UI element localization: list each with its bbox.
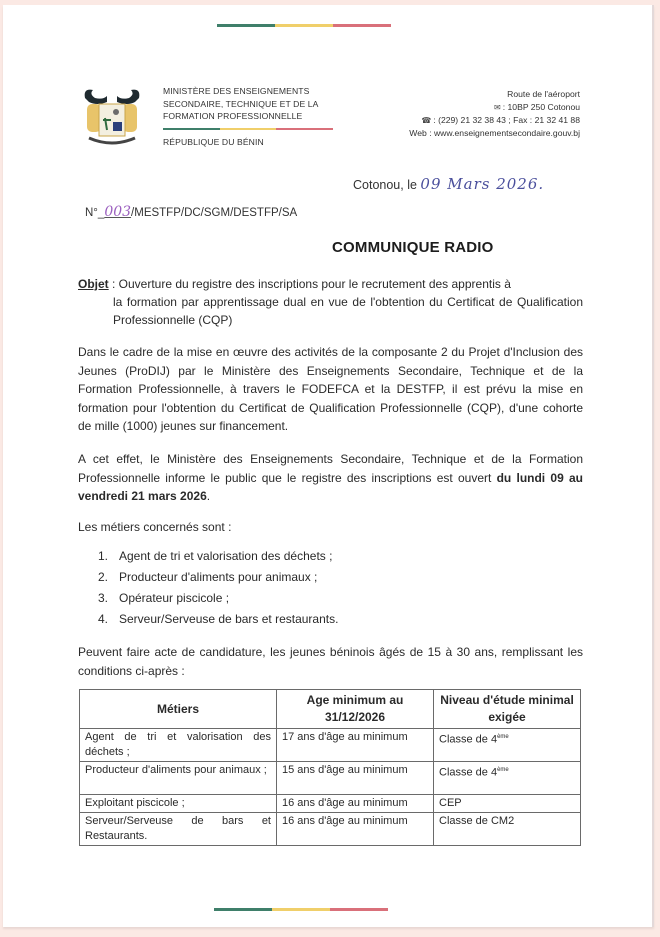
cell-age: 17 ans d'âge au minimum [277, 729, 434, 762]
list-number: 3. [98, 591, 109, 605]
flag-stripe-bottom [214, 908, 388, 911]
list-number: 4. [98, 612, 109, 626]
handwritten-number: 003 [104, 204, 132, 220]
niveau-sup: ème [497, 767, 509, 773]
flag-stripe-separator [163, 128, 333, 130]
list-item [98, 567, 338, 588]
list-item [98, 588, 338, 609]
cell-niveau [434, 762, 581, 795]
ministry-header [163, 85, 333, 148]
reference-prefix: N°_ [85, 207, 105, 219]
list-item-label: Producteur d'aliments pour animaux ; [119, 570, 318, 584]
list-item [98, 609, 338, 630]
date-prefix: Cotonou, le [353, 178, 417, 192]
document-title: COMMUNIQUE RADIO [332, 239, 494, 256]
objet-label: Objet [78, 277, 109, 291]
column-header-metiers: Métiers [80, 690, 277, 729]
metiers-list [98, 546, 338, 630]
announcement-text: A cet effet, le Ministère des Enseignements Secondaire, Technique et de la Formation Professionnelle informe le public que le registre des inscriptions est ouvert [78, 452, 583, 485]
list-number: 1. [98, 549, 109, 563]
table-row [80, 729, 581, 762]
phone-line [409, 114, 580, 127]
address: Route de l'aéroport [507, 89, 580, 99]
reference-number [85, 204, 297, 220]
niveau-text: Classe de CM2 [439, 815, 515, 827]
niveau-text: Classe de 4 [439, 766, 498, 779]
cell-age: 15 ans d'âge au minimum [277, 762, 434, 795]
cell-age: 16 ans d'âge au minimum [277, 795, 434, 813]
list-number: 2. [98, 570, 109, 584]
country-name: RÉPUBLIQUE DU BÉNIN [163, 136, 264, 147]
website[interactable]: Web : www.enseignementsecondaire.gouv.bj [409, 128, 580, 138]
list-item-label: Serveur/Serveuse de bars et restaurants. [119, 612, 339, 626]
column-header-age: Age minimum au 31/12/2026 [277, 690, 434, 729]
po-box-line [409, 101, 580, 114]
phone-fax: : (229) 21 32 38 43 ; Fax : 21 32 41 88 [433, 115, 580, 125]
objet-text-continued: la formation par apprentissage dual en vue de l'obtention du Certificat de Qualification Professionnelle (CQP) [113, 295, 583, 327]
table-row [80, 762, 581, 795]
table-header-row [80, 690, 581, 729]
mailbox-icon: ✉ [494, 103, 501, 112]
benin-coat-of-arms-icon [77, 84, 147, 154]
niveau-sup: ème [497, 734, 509, 740]
cell-niveau [434, 813, 581, 846]
cell-metier: Producteur d'aliments pour animaux ; [80, 762, 277, 795]
objet-paragraph [78, 275, 583, 329]
contact-block [409, 88, 580, 140]
list-item-label: Opérateur piscicole ; [119, 591, 230, 605]
criteria-table [79, 689, 581, 846]
po-box: : 10BP 250 Cotonou [502, 102, 580, 112]
date-line [353, 175, 544, 193]
ministry-name-line: FORMATION PROFESSIONNELLE [163, 111, 303, 121]
list-item-label: Agent de tri et valorisation des déchets ; [119, 549, 333, 563]
handwritten-date: 09 Mars 2026. [420, 175, 545, 193]
metiers-intro: Les métiers concernés sont : [78, 520, 232, 534]
conditions-intro: Peuvent faire acte de candidature, les jeunes béninois âgés de 15 à 30 ans, remplissant les conditions ci-après : [78, 645, 583, 678]
list-item [98, 546, 338, 567]
registration-period: du lundi 09 au vendredi 21 mars 2026 [78, 470, 583, 503]
table-row [80, 813, 581, 846]
cell-niveau [434, 729, 581, 762]
ministry-name-line: SECONDAIRE, TECHNIQUE ET DE LA [163, 98, 319, 109]
phone-icon: ☎ [421, 116, 432, 125]
cell-metier: Exploitant piscicole ; [80, 795, 277, 813]
niveau-text: CEP [439, 797, 462, 809]
reference-suffix: /MESTFP/DC/SGM/DESTFP/SA [131, 207, 298, 219]
column-header-niveau: Niveau d'étude minimal exigée [434, 690, 581, 729]
ministry-name-line: MINISTÈRE DES ENSEIGNEMENTS [163, 86, 310, 96]
cell-metier: Agent de tri et valorisation des déchets ; [80, 729, 277, 762]
announcement-end: . [206, 489, 211, 503]
document-page [3, 5, 654, 927]
table-row [80, 795, 581, 813]
announcement-paragraph [78, 450, 583, 506]
cell-age: 16 ans d'âge au minimum [277, 813, 434, 846]
flag-stripe-top [217, 24, 391, 27]
context-paragraph: Dans le cadre de la mise en œuvre des activités de la composante 2 du Projet d'Inclusion des Jeunes (ProDIJ) par le Ministère des Enseignements Secondaire, Technique et de la Formation Professionnelle, à travers le FODEFCA et la DESTFP, il est prévu la mise en formation pour l'obtention du Certificat de Qualification Professionnelle (CQP), d'une cohorte de mille (1000) jeunes sur financement. [78, 345, 583, 433]
niveau-text: Classe de 4 [439, 733, 498, 746]
cell-metier: Serveur/Serveuse de bars et Restaurants. [80, 813, 277, 846]
objet-text: : Ouverture du registre des inscriptions pour le recrutement des apprentis à [108, 277, 511, 291]
cell-niveau [434, 795, 581, 813]
